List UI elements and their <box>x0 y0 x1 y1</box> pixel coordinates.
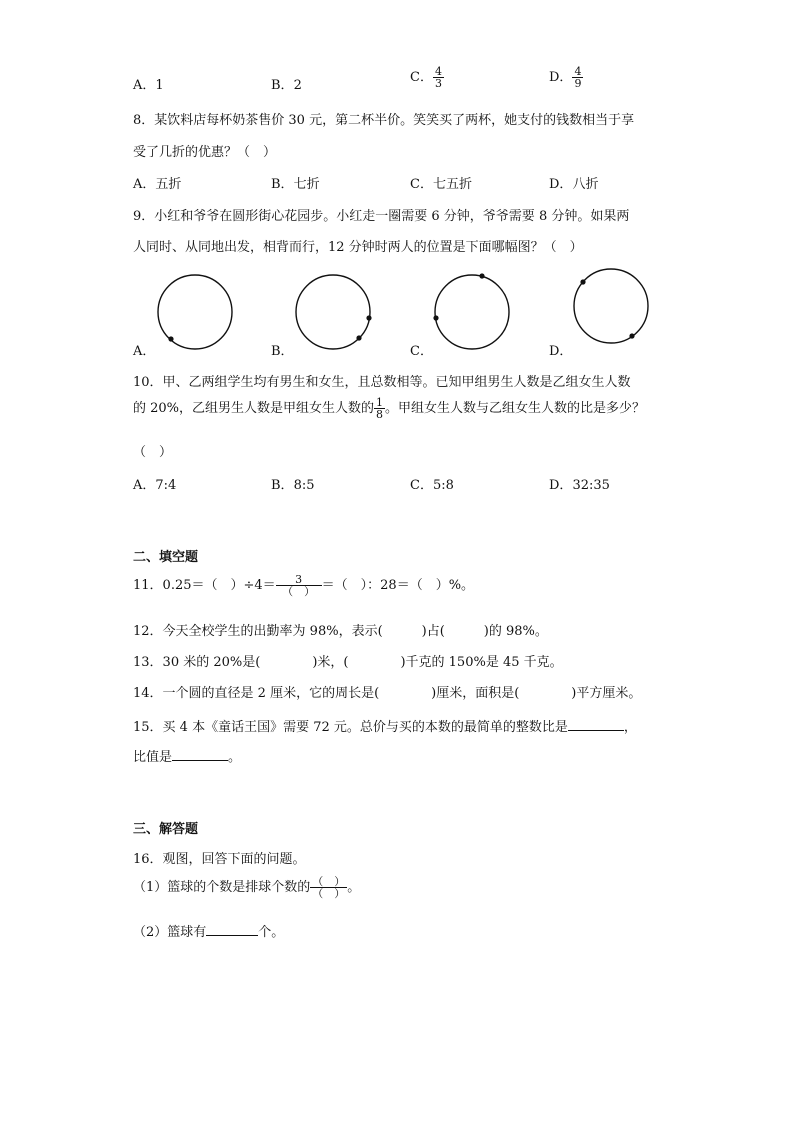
position-dot <box>168 336 173 341</box>
q8-option-c[interactable]: C．七五折 <box>410 177 472 192</box>
q9-option-c[interactable]: C． <box>410 344 433 359</box>
q15-line2: 比值是 。 <box>133 750 242 765</box>
q9-figure-a <box>155 272 235 352</box>
answer-blank[interactable] <box>568 718 624 731</box>
q10-option-c[interactable]: C．5:8 <box>410 478 454 493</box>
section-heading-fill-in: 二、填空题 <box>133 550 199 565</box>
q7-option-b[interactable]: B．2 <box>271 78 302 93</box>
q16-stem: 16．观图，回答下面的问题。 <box>133 852 306 867</box>
q16-sub2: （2）篮球有 个。 <box>133 925 285 940</box>
circle-outline <box>574 269 648 343</box>
q8-option-a[interactable]: A．五折 <box>133 177 182 192</box>
q9-stem-line2: 人同时、从同地出发，相背而行，12 分钟时两人的位置是下面哪幅图？（ ） <box>133 240 583 255</box>
position-dot <box>356 335 361 340</box>
q8-stem-line1: 8．某饮料店每杯奶茶售价 30 元，第二杯半价。笑笑买了两杯，她支付的钱数相当于享 <box>133 113 635 128</box>
q10-option-d[interactable]: D．32:35 <box>549 478 610 493</box>
q14: 14．一个圆的直径是 2 厘米，它的周长是( )厘米，面积是( )平方厘米。 <box>133 686 642 701</box>
q9-figure-c <box>432 272 512 352</box>
q10-option-b[interactable]: B．8:5 <box>271 478 315 493</box>
q11: 11．0.25＝（ ）÷4＝ $\frac{3}{( )}$ ＝（ ）：28＝（ ）%。 <box>133 573 475 598</box>
answer-blank[interactable] <box>172 748 228 761</box>
q8-stem-line2: 受了几折的优惠？（ ） <box>133 145 277 160</box>
answer-blank[interactable] <box>206 923 258 936</box>
q8-option-d[interactable]: D．八折 <box>549 177 599 192</box>
fraction: $\frac{( )}{( )}$ <box>312 875 346 900</box>
fraction: $\frac{3}{( )}$ <box>276 574 322 597</box>
fraction: $\frac{1}{8}$ <box>376 396 384 421</box>
circle-outline <box>435 275 509 349</box>
q8-option-b[interactable]: B．七折 <box>271 177 320 192</box>
q7-option-a[interactable]: A．1 <box>133 78 164 93</box>
section-heading-solve: 三、解答题 <box>133 822 199 837</box>
q9-option-d[interactable]: D． <box>549 344 573 359</box>
q10-stem-line3: （ ） <box>133 445 173 460</box>
q9-stem-line1: 9．小红和爷爷在圆形街心花园步。小红走一圈需要 6 分钟，爷爷需要 8 分钟。如果两 <box>133 209 630 224</box>
q12: 12．今天全校学生的出勤率为 98%，表示( )占( )的 98%。 <box>133 624 548 639</box>
q9-option-b[interactable]: B． <box>271 344 294 359</box>
position-dot <box>366 315 371 320</box>
q10-option-a[interactable]: A．7:4 <box>133 478 177 493</box>
q7-option-c[interactable]: C． $\frac{4}{3}$ <box>410 65 442 90</box>
q9-option-a[interactable]: A． <box>133 344 156 359</box>
q16-sub1: （1）篮球的个数是排球个数的 $\frac{( )}{( )}$ 。 <box>133 875 361 900</box>
position-dot <box>580 279 585 284</box>
position-dot <box>629 333 634 338</box>
q9-figure-b <box>293 272 373 352</box>
q9-figure-d <box>571 268 651 348</box>
q7-option-d[interactable]: D． $\frac{4}{9}$ <box>549 65 582 90</box>
q10-stem-line2: 的 20%，乙组男生人数是甲组女生人数的 $\frac{1}{8}$ 。甲组女生人数与乙组女生人数的比是多少？ <box>133 396 646 421</box>
q15-line1: 15．买 4 本《童话王国》需要 72 元。总价与买的本数的最简单的整数比是 ， <box>133 720 637 735</box>
fraction: $\frac{4}{9}$ <box>574 65 582 90</box>
position-dot <box>433 315 438 320</box>
position-dot <box>479 273 484 278</box>
q10-stem-line1: 10．甲、乙两组学生均有男生和女生，且总数相等。已知甲组男生人数是乙组女生人数 <box>133 375 631 390</box>
fraction: $\frac{4}{3}$ <box>434 65 442 90</box>
q13: 13．30 米的 20%是( )米，( )千克的 150%是 45 千克。 <box>133 655 563 670</box>
